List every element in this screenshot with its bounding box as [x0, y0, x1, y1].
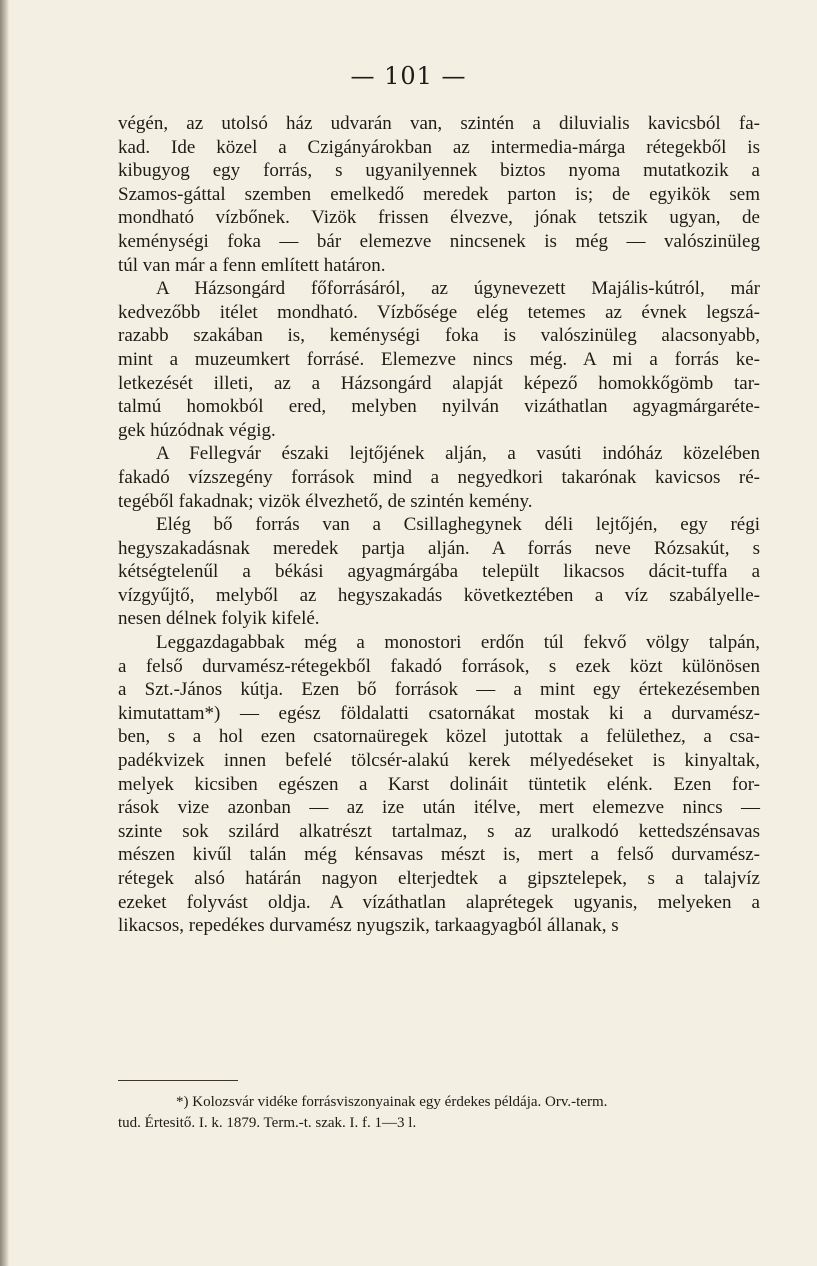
text-line: mondható vízbőnek. Vizök frissen élvezve, jónak tetszik ugyan, de [118, 207, 760, 229]
text-line: Leggazdagabbak még a monostori erdőn túl fekvő völgy talpán, [156, 632, 760, 654]
text-line: a felső durvamész-rétegekből fakadó források, s ezek közt különösen [118, 655, 760, 677]
text-line: végén, az utolsó ház udvarán van, szintén a diluvialis kavicsból fa- [118, 113, 760, 134]
text-line: mészen kivűl talán még kénsavas mészt is, mert a felső durvamész- [118, 844, 760, 866]
text-line: nesen délnek folyik kifelé. [118, 608, 320, 630]
text-line: mint a muzeumkert forrásé. Elemezve nincs még. A mi a forrás ke- [118, 348, 760, 370]
text-line: likacsos, repedékes durvamész nyugszik, tarkaagyagból állanak, s [118, 915, 619, 937]
text-line: ben, s a hol ezen csatornaüregek közel jutottak a felülethez, a csa- [118, 726, 760, 748]
text-line: razabb szakában is, keménységi foka is valószinüleg alacsonyabb, [118, 325, 760, 347]
text-line: rások vize azonban — az ize után itélve, mert elemezve nincs — [118, 797, 760, 819]
text-line: A Házsongárd főforrásáról, az úgynevezett Majális-kútról, már [156, 278, 760, 300]
footnote-line: *) Kolozsvár vidéke forrásviszonyainak egy érdekes példája. Orv.-term. [176, 1094, 608, 1110]
text-line: hegyszakadásnak meredek partja alján. A forrás neve Rózsakút, s [118, 537, 760, 559]
text-line: ezeket folyvást oldja. A vízáthatlan alaprétegek ugyanis, melyeken a [118, 891, 760, 913]
text-line: melyek kicsiben egészen a Karst dolináit tüntetik elénk. Ezen for- [118, 773, 760, 795]
text-line: padékvizek innen befelé tölcsér-alakú kerek mélyedéseket is kinyaltak, [118, 750, 760, 772]
text-line: fakadó vízszegény források mind a negyedkori takarónak kavicsos ré- [118, 466, 760, 488]
paragraph [118, 631, 760, 938]
text-line: keménységi foka — bár elemezve nincsenek is még — valószinüleg [118, 230, 760, 252]
footnote-rule [118, 1080, 238, 1081]
text-line: gek húzódnak végig. [118, 419, 276, 441]
text-line: kedvezőbb itélet mondható. Vízbősége elég tetemes az évnek legszá- [118, 301, 760, 323]
text-line: talmú homokból ered, melyben nyilván vizáthatlan agyagmárgaréte- [118, 396, 760, 418]
text-line: kétségtelenűl a békási agyagmárgába települt likacsos dácit-tuffa a [118, 561, 760, 583]
footnote [118, 1092, 760, 1134]
text-line: vízgyűjtő, melyből az hegyszakadás következtében a víz szabályelle- [118, 584, 760, 606]
text-line: tegéből fakadnak; vizök élvezhető, de szintén kemény. [118, 490, 533, 512]
page-number: — 101 — [350, 62, 467, 90]
text-line: Szamos-gáttal szemben emelkedő meredek parton is; de egyikök sem [118, 183, 760, 205]
paragraph [118, 112, 760, 277]
text-line: kimutattam*) — egész földalatti csatornákat mostak ki a durvamész- [118, 702, 760, 724]
text-line: túl van már a fenn említett határon. [118, 254, 386, 276]
paragraph [118, 277, 760, 442]
text-line: szinte sok szilárd alkatrészt tartalmaz, s az uralkodó kettedszénsavas [118, 820, 760, 842]
text-line: a Szt.-János kútja. Ezen bő források — a mint egy értekezésemben [118, 679, 760, 701]
text-line: Elég bő forrás van a Csillaghegynek déli lejtőjén, egy régi [156, 514, 760, 536]
footnote-line: tud. Értesitő. I. k. 1879. Term.-t. szak. I. f. 1—3 l. [118, 1115, 417, 1131]
paragraph [118, 442, 760, 513]
body-text [118, 112, 760, 938]
text-line: kad. Ide közel a Czigányárokban az intermedia-márga rétegekből is [118, 136, 760, 158]
paragraph [118, 513, 760, 631]
text-line: rétegek alsó határán nagyon elterjedtek a gipsztelepek, s a talajvíz [118, 868, 760, 889]
page-binding-edge [0, 0, 9, 1266]
text-line: letkezését illeti, az a Házsongárd alapját képező homokkőgömb tar- [118, 372, 760, 394]
text-line: kibugyog egy forrás, s ugyanilyennek biztos nyoma mutatkozik a [118, 160, 760, 182]
text-line: A Fellegvár északi lejtőjének alján, a vasúti indóház közelében [156, 443, 760, 465]
